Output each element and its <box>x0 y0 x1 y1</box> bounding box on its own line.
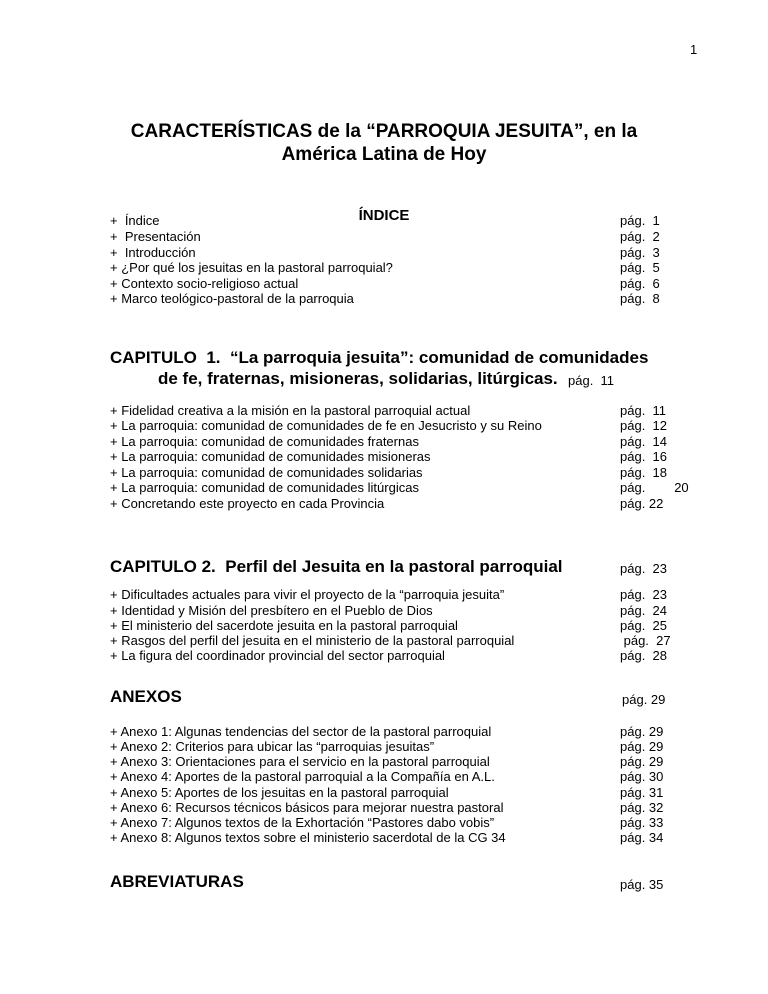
toc-page: pág. 22 <box>620 496 664 511</box>
page-number: 1 <box>690 42 698 57</box>
toc-entry: + Anexo 4: Aportes de la pastoral parroquial a la Compañía en A.L. <box>110 769 495 784</box>
toc-entry: + La parroquia: comunidad de comunidades litúrgicas <box>110 480 419 495</box>
toc-page: pág. 33 <box>620 815 664 830</box>
abreviaturas-heading: ABREVIATURAS <box>110 872 244 891</box>
toc-page: pág. 20 <box>620 480 689 495</box>
toc-entry: + La parroquia: comunidad de comunidades fraternas <box>110 434 419 449</box>
toc-entry: + Marco teológico-pastoral de la parroquia <box>110 291 354 306</box>
toc-page: pág. 25 <box>620 618 667 633</box>
toc-entry: + Rasgos del perfil del jesuita en el ministerio de la pastoral parroquial <box>110 633 515 648</box>
toc-page: pág. 29 <box>620 724 664 739</box>
toc-entry: + La parroquia: comunidad de comunidades misioneras <box>110 449 431 464</box>
document-title-line-1: CARACTERÍSTICAS de la “PARROQUIA JESUITA”, en la <box>130 121 638 142</box>
toc-entry: + ¿Por qué los jesuitas en la pastoral parroquial? <box>110 260 393 275</box>
toc-entry: + Anexo 6: Recursos técnicos básicos para mejorar nuestra pastoral <box>110 800 504 815</box>
toc-page: pág. 11 <box>620 403 667 418</box>
toc-entry: + Índice <box>110 213 160 228</box>
chapter-2-page: pág. 23 <box>620 561 667 576</box>
toc-page: pág. 3 <box>620 245 660 260</box>
chapter-1-page: pág. 11 <box>568 373 615 388</box>
toc-entry: + La figura del coordinador provincial del sector parroquial <box>110 648 445 663</box>
toc-entry: + Identidad y Misión del presbítero en el Pueblo de Dios <box>110 603 433 618</box>
toc-entry: + Anexo 1: Algunas tendencias del sector de la pastoral parroquial <box>110 724 492 739</box>
toc-entry: + Anexo 2: Criterios para ubicar las “parroquias jesuitas” <box>110 739 435 754</box>
chapter-2-heading: CAPITULO 2. Perfil del Jesuita en la pastoral parroquial <box>110 557 563 576</box>
toc-entry: + Concretando este proyecto en cada Provincia <box>110 496 385 511</box>
toc-page: pág. 14 <box>620 434 667 449</box>
toc-entry: + Presentación <box>110 229 201 244</box>
toc-page: pág. 16 <box>620 449 667 464</box>
toc-page: pág. 6 <box>620 276 660 291</box>
toc-page: pág. 5 <box>620 260 660 275</box>
anexos-heading: ANEXOS <box>110 687 182 706</box>
abreviaturas-page: pág. 35 <box>620 877 664 892</box>
toc-page: pág. 12 <box>620 418 667 433</box>
toc-entry: + Fidelidad creativa a la misión en la pastoral parroquial actual <box>110 403 471 418</box>
toc-page: pág. 28 <box>620 648 667 663</box>
toc-page: pág. 18 <box>620 465 667 480</box>
toc-entry: + Anexo 5: Aportes de los jesuitas en la pastoral parroquial <box>110 785 449 800</box>
toc-page: pág. 32 <box>620 800 664 815</box>
toc-page: pág. 34 <box>620 830 664 845</box>
toc-page: pág. 1 <box>620 213 660 228</box>
toc-page: pág. 31 <box>620 785 664 800</box>
toc-page: pág. 30 <box>620 769 664 784</box>
index-heading: ÍNDICE <box>358 207 410 224</box>
toc-entry: + Dificultades actuales para vivir el proyecto de la “parroquia jesuita” <box>110 587 505 602</box>
toc-entry: + Anexo 3: Orientaciones para el servicio en la pastoral parroquial <box>110 754 490 769</box>
toc-entry: + La parroquia: comunidad de comunidades solidarias <box>110 465 423 480</box>
toc-page: pág. 27 <box>620 633 671 648</box>
toc-entry: + Introducción <box>110 245 196 260</box>
toc-entry: + Anexo 8: Algunos textos sobre el ministerio sacerdotal de la CG 34 <box>110 830 506 845</box>
anexos-page: pág. 29 <box>622 692 666 707</box>
chapter-1-heading-line-2: de fe, fraternas, misioneras, solidarias, litúrgicas. <box>158 369 558 388</box>
toc-page: pág. 29 <box>620 754 664 769</box>
toc-page: pág. 23 <box>620 587 667 602</box>
toc-page: pág. 29 <box>620 739 664 754</box>
toc-page: pág. 8 <box>620 291 660 306</box>
chapter-1-heading: CAPITULO 1. “La parroquia jesuita”: comunidad de comunidades <box>110 348 649 367</box>
toc-entry: + Contexto socio-religioso actual <box>110 276 299 291</box>
document-title-line-2: América Latina de Hoy <box>281 144 487 165</box>
toc-entry: + Anexo 7: Algunos textos de la Exhortación “Pastores dabo vobis” <box>110 815 495 830</box>
toc-page: pág. 24 <box>620 603 667 618</box>
toc-entry: + La parroquia: comunidad de comunidades de fe en Jesucristo y su Reino <box>110 418 542 433</box>
toc-entry: + El ministerio del sacerdote jesuita en la pastoral parroquial <box>110 618 458 633</box>
toc-page: pág. 2 <box>620 229 660 244</box>
